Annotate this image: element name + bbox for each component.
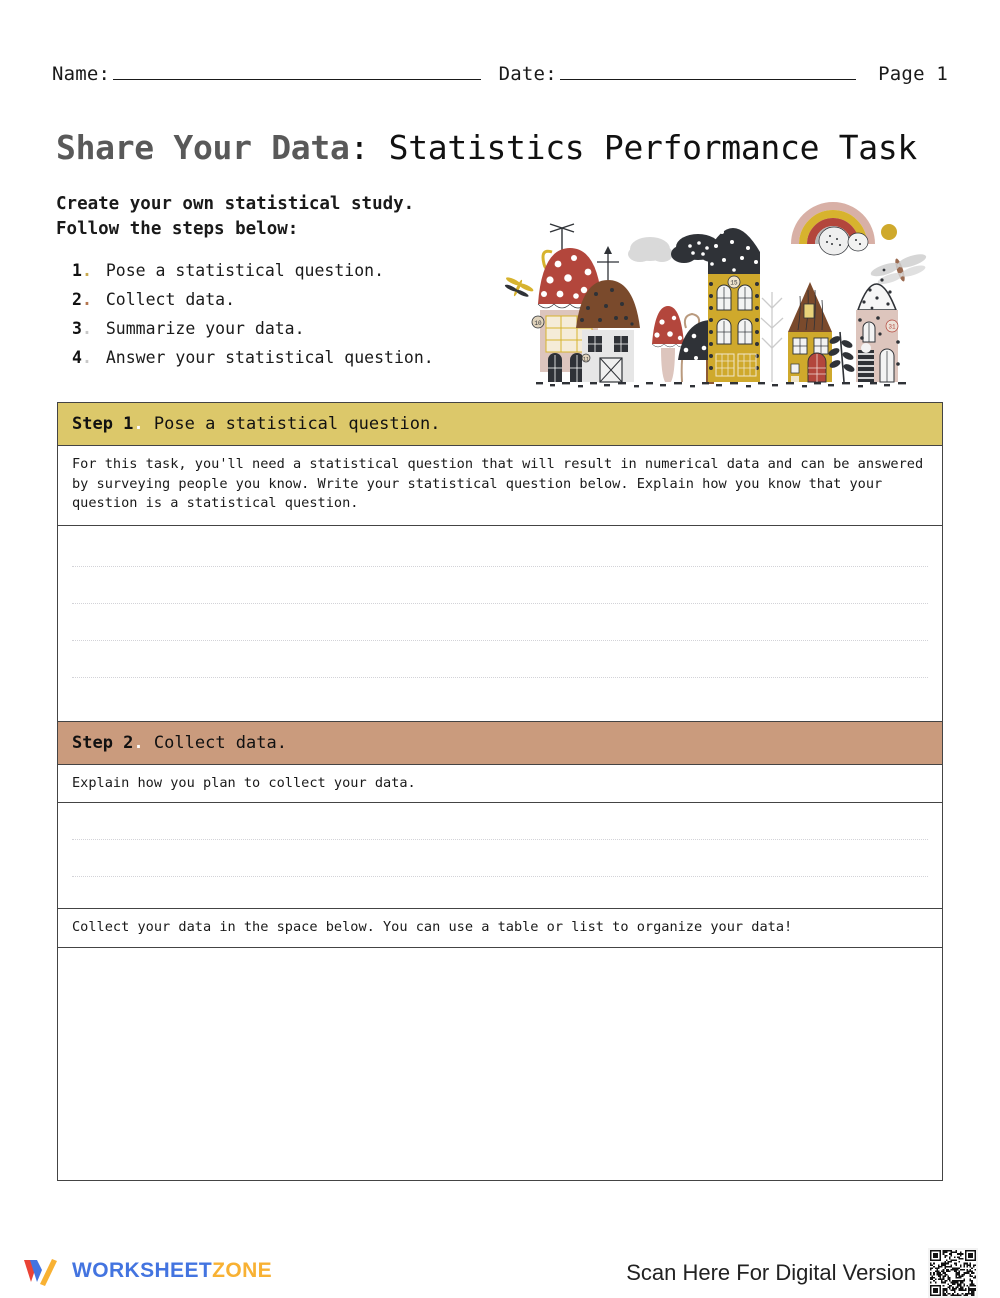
toadstool-small	[652, 306, 684, 382]
step-2-label: Step 2	[72, 732, 134, 753]
logo-text-worksheet: WORKSHEET	[72, 1259, 213, 1282]
page-title-rest: : Statistics Performance Task	[349, 128, 917, 167]
page-title	[56, 128, 917, 167]
cloud-icon-light	[628, 237, 673, 262]
step-1-header	[58, 403, 942, 446]
step-2-title: Collect data.	[153, 732, 287, 753]
scan-here-label: Scan Here For Digital Version	[626, 1260, 916, 1285]
steps-overview-item-label: Pose a statistical question.	[105, 261, 385, 280]
name-label: Name:	[52, 63, 111, 85]
page-number: Page 1	[878, 63, 948, 85]
svg-text:31: 31	[888, 323, 896, 331]
worksheet-zone-logo[interactable]	[22, 1251, 272, 1291]
step-2-answer-area[interactable]	[58, 803, 942, 909]
steps-overview-item-number: 2.	[72, 290, 92, 309]
steps-overview-item	[56, 256, 476, 285]
steps-overview-item-dot: .	[81, 348, 92, 367]
tree-thin	[761, 292, 783, 382]
steps-overview-list	[56, 256, 476, 372]
steps-overview-item	[56, 314, 476, 343]
writing-line	[72, 876, 928, 877]
intro-line-2: Follow the steps below:	[56, 219, 299, 239]
steps-overview-item	[56, 285, 476, 314]
sun-icon	[881, 224, 897, 240]
page-title-emphasis: Share Your Data	[56, 128, 350, 167]
step-2-data-box[interactable]	[58, 948, 942, 1180]
house-brown-peak	[788, 282, 832, 382]
step-1-prompt: For this task, you'll need a statistical question that will result in numerical data and can be answered by surveying people you know. Write your statistical question below. Explain how you know that your question is a statistical question.	[58, 446, 942, 526]
steps-overview-item	[56, 343, 476, 372]
writing-line	[72, 603, 928, 604]
writing-line	[72, 677, 928, 678]
steps-overview-item-dot: .	[81, 261, 92, 280]
steps-overview-item-dot: .	[81, 290, 92, 309]
worksheet-header	[52, 62, 948, 85]
steps-overview-item-label: Collect data.	[105, 290, 236, 309]
intro-block	[56, 192, 476, 372]
branch-icon	[828, 332, 854, 382]
svg-text:11: 11	[582, 356, 590, 363]
worksheet-zone-wordmark	[72, 1259, 272, 1283]
steps-overview-item-label: Summarize your data.	[105, 319, 305, 338]
scan-footer	[626, 1248, 978, 1298]
writing-line	[72, 640, 928, 641]
writing-line	[72, 839, 928, 840]
logo-text-zone: ZONE	[212, 1259, 273, 1282]
steps-overview-item-number: 3.	[72, 319, 92, 338]
step-2-prompt-2: Collect your data in the space below. You can use a table or list to organize your data!	[58, 909, 942, 948]
steps-overview-item-label: Answer your statistical question.	[105, 348, 434, 367]
date-input-line[interactable]	[560, 62, 856, 80]
step-1-answer-area[interactable]	[58, 526, 942, 722]
ground-dashes	[536, 382, 906, 387]
qr-code[interactable]	[928, 1248, 978, 1298]
whimsical-village-illustration	[500, 192, 950, 388]
date-label: Date:	[498, 63, 557, 85]
step-1-dot: .	[133, 414, 144, 434]
rainbow-icon	[795, 206, 871, 255]
intro-line-1: Create your own statistical study.	[56, 194, 415, 214]
house-blush-dome	[856, 269, 900, 382]
worksheet-zone-mark-icon	[22, 1254, 62, 1288]
writing-line	[72, 566, 928, 567]
steps-overview-item-number: 4.	[72, 348, 92, 367]
dragonfly-icon-left	[501, 274, 536, 303]
name-input-line[interactable]	[113, 62, 480, 80]
step-1-label: Step 1	[72, 414, 134, 434]
steps-overview-item-number: 1.	[72, 261, 92, 280]
house-tall-mustard	[708, 222, 760, 382]
step-2-dot: .	[133, 732, 144, 753]
step-1-title: Pose a statistical question.	[153, 414, 441, 434]
steps-overview-item-dot: .	[81, 319, 92, 338]
svg-text:10: 10	[534, 320, 542, 327]
svg-text:15: 15	[730, 279, 738, 287]
worksheet-body	[57, 402, 943, 1181]
step-2-prompt: Explain how you plan to collect your data.	[58, 765, 942, 804]
step-2-header	[58, 722, 942, 765]
